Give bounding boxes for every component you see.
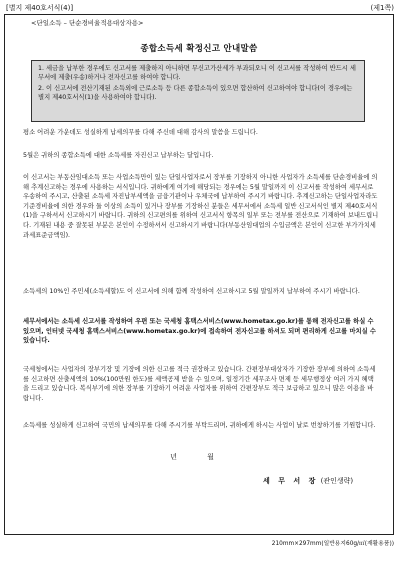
bookkeeping-paragraph: 국세청에서는 사업자의 장부기장 및 기장에 의한 신고를 적극 권장하고 있습니다. 간편장부대상자가 기장한 장부에 의하여 소득세를 신고하면 산출세액의 10%(100만원 한도)를 세액공제 받을 수 있으며, 일정기간 세무조사 면제 등 세무행정상 여러 가지 혜택을 드리고 있습니다. 복식부기에 의한 장부를 기장하기 어려운 사업자를 위하여 간편장부도 적극 보급하고 있으니 많은 이용을 바랍니다. [23,366,376,402]
document-title: 종합소득세 확정신고 안내말씀 [140,44,258,54]
paper-spec-footer: 210mm×297mm(일반용지60g/㎡(재활용품)) [271,541,394,547]
closing-paragraph: 소득세를 성실하게 신고하여 국민의 납세의무를 다해 주시기를 부탁드리며, 귀하에게 하시는 사업이 날로 번창하기를 기원합니다. [23,422,376,429]
document-frame [4,14,394,535]
signature-block [263,476,353,486]
notice-item-1: 1. 세금을 납부한 경우에도 신고서를 제출하지 아니하면 무신고가산세가 부과되오니 이 신고서를 작성하여 반드시 세무서에 제출(우송)하거나 전자신고를 하여야 합니다. [38,65,356,81]
page-indicator: (제1쪽) [370,4,394,12]
seal-omitted: (관인생략) [320,477,354,485]
signature-name: 세 무 서 장 [263,477,319,485]
form-subtitle: <단일소득 – 단순경비율적용대상자용> [31,19,144,27]
form-number: [별지 제40호서식(4)] [6,4,74,12]
date-line: 년 월 [170,453,228,461]
filing-month-paragraph: 5월은 귀하의 종합소득에 대한 소득세를 자진신고 납부하는 달입니다. [23,152,214,159]
form-header [6,3,394,13]
resident-tax-paragraph: 소득세의 10%인 주민세(소득세할)도 이 신고서에 의해 함께 작성하여 신고하시고 5월 말일까지 납부하여 주시기 바랍니다. [23,288,360,295]
greeting-paragraph: 평소 어려운 가운데도 성실하게 납세의무를 다해 주신데 대해 감사의 말씀을 드립니다. [23,129,258,136]
form-usage-paragraph: 이 신고서는 부동산임대소득 또는 사업소득만이 있는 단일사업자로서 장부를 기장하지 아니한 사업자가 소득세를 단순경비율에 의해 추계신고하는 경우에 사용하는 서식입니다. 귀하에게 여기에 해당되는 경우에는 5월 말일까지 이 신고서를 작성하여 세무서로 우송하여 주시고, 산출된 소득세 자진납부세액을 금융기관이나 우체국에 납부하여 주시기 바랍니다. 추계신고하는 단일사업자라도 기준경비율에 의한 경우와 둘 이상의 소득이 있거나 장부를 기장하신 분들은 세무서에서 소득세 일반 신고서식인 별지 제40호서식(1)을 구하셔서 신고하시기 바랍니다. 귀하의 신고편의를 위하여 신고서식 항목의 일부 또는 전부를 전산으로 기재하여 보내드립니다. 기재된 내용 중 잘못된 부분은 본인이 수정하셔서 신고하시기 바랍니다(부동산임대업의 수입금액은 본인이 신고한 부가가치세 과세표준금액임). [23,174,379,239]
notice-item-2: 2. 이 신고서에 전산기재된 소득외에 근로소득 등 다른 종합소득이 있으면 합산하여 신고하여야 합니다(이 경우에는 별지 제40호서식(1)을 사용하여야 합니다). [38,85,353,101]
electronic-filing-paragraph: 세무서에서는 소득세 신고서를 작성하여 우편 또는 국세청 홈택스서비스(www.hometax.go.kr)를 통해 전자신고를 하실 수 있으며, 인터넷 국세청 홈택스서비스(www.hometax.go.kr)에 접속하여 전자신고를 하셔도 되며 편리하게 신고를 마치실 수 있습니다. [23,318,376,345]
notice-box [31,60,365,122]
